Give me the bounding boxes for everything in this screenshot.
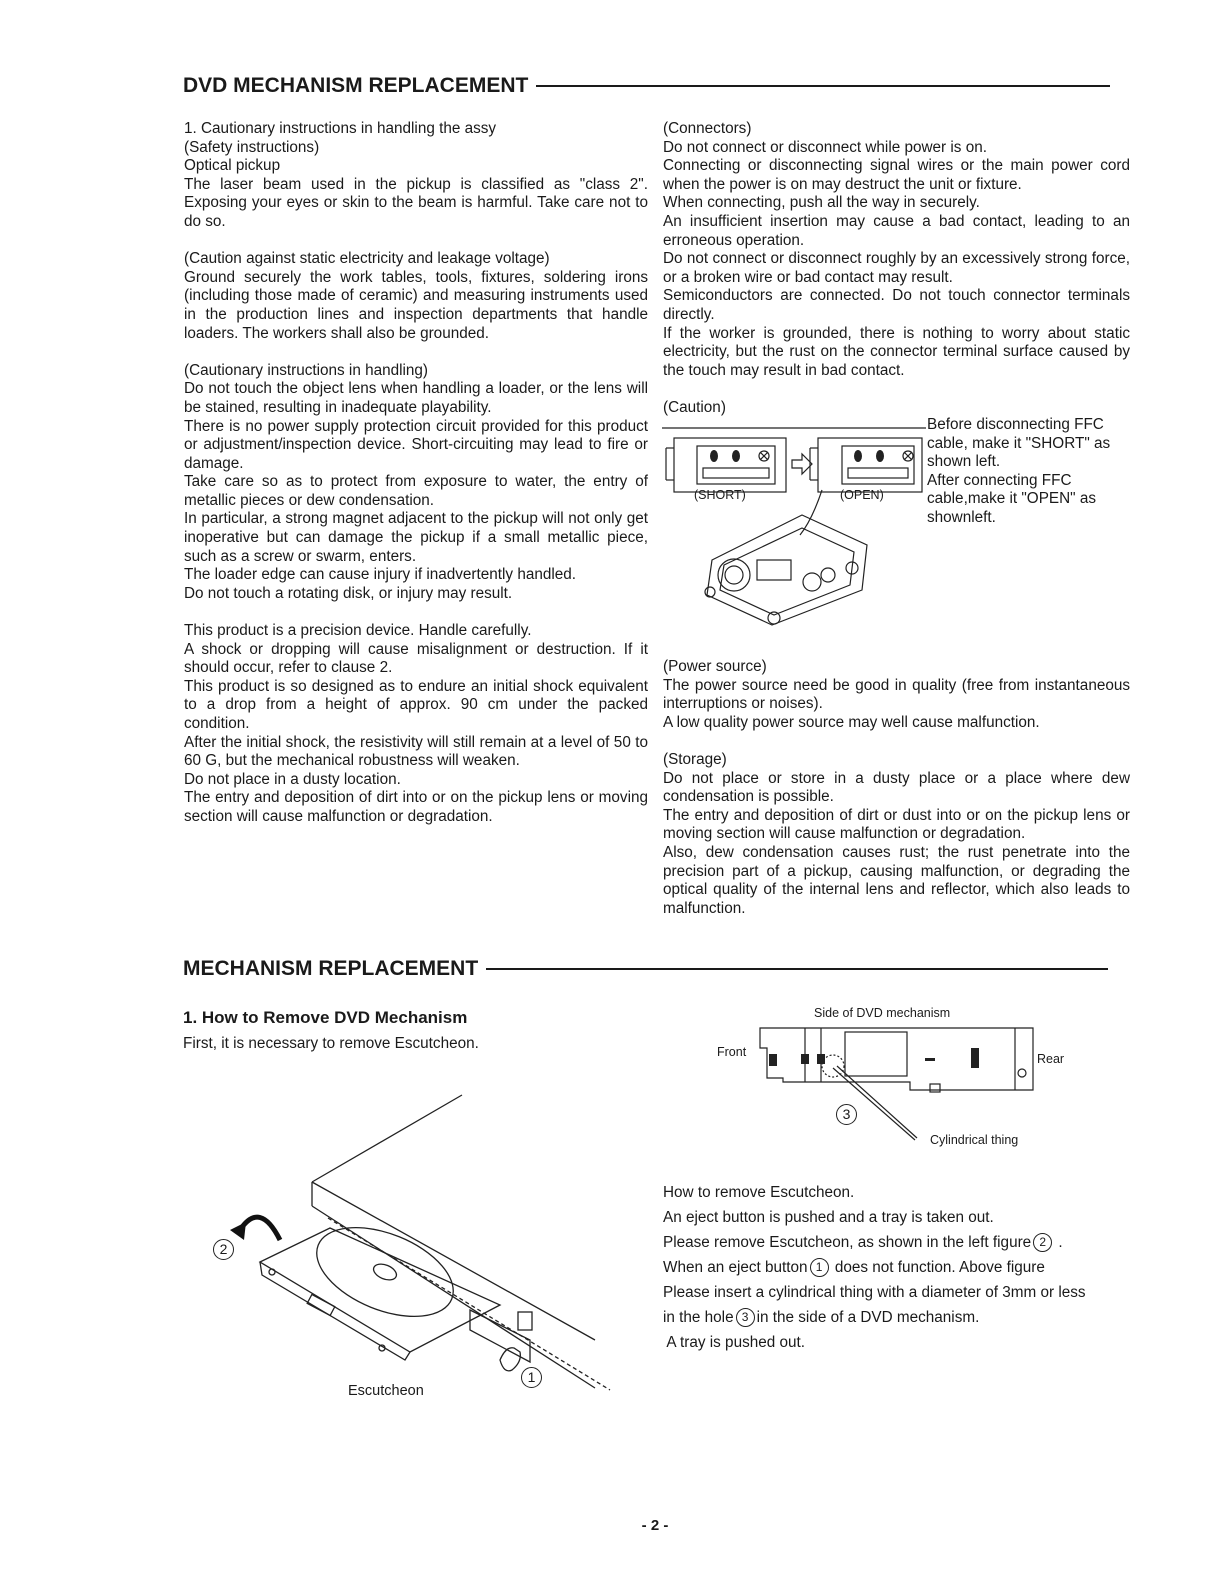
callout-2-left-figure: 2 xyxy=(213,1239,234,1260)
subsection-title: 1. How to Remove DVD Mechanism xyxy=(183,1008,468,1027)
text-paragraph: (Safety instructions) xyxy=(184,138,320,156)
text-paragraph: (Cautionary instructions in handling) xyxy=(184,361,429,379)
text-paragraph: The entry and deposition of dirt or dust into or on the pickup lens or moving section will cause malfunction or degradation. xyxy=(663,806,1130,843)
text-paragraph: 1. Cautionary instructions in handling the assy xyxy=(184,120,497,137)
text-paragraph: There is no power supply protection circuit provided for this product or adjustment/inspection device. Short-circuiting may lead to fire or damage. xyxy=(184,417,648,472)
side-of-dvd-mechanism-label: Side of DVD mechanism xyxy=(814,1006,951,1020)
text-paragraph: The laser beam used in the pickup is classified as "class 2". Exposing your eyes or skin to the beam is harmful. Take care not to do so. xyxy=(184,175,648,230)
text-paragraph: The power source need be good in quality (free from instantaneous interruptions or noises). xyxy=(663,676,1130,713)
text-paragraph: A shock or dropping will cause misalignment or destruction. If it should occur, refer to clause 2. xyxy=(184,640,648,677)
cylindrical-thing-label: Cylindrical thing xyxy=(930,1133,1019,1147)
step-line: When an eject button 1 does not function. Above figure xyxy=(663,1259,1045,1276)
title-rule xyxy=(536,85,1110,87)
text-paragraph: Do not touch a rotating disk, or injury may result. xyxy=(184,584,513,602)
front-label: Front xyxy=(717,1045,747,1059)
text-paragraph: (Caution against static electricity and leakage voltage) xyxy=(184,250,550,268)
text-paragraph: Take care so as to protect from exposure to water, the entry of metallic pieces or dew condensation. xyxy=(184,473,648,509)
step-line: Please insert a cylindrical thing with a diameter of 3mm or less xyxy=(663,1284,1086,1301)
text-paragraph: An insufficient insertion may cause a bad contact, leading to an erroneous operation. xyxy=(663,212,1130,249)
text-paragraph: Do not connect or disconnect while power is on. xyxy=(663,138,987,156)
page-number: - 2 - xyxy=(641,1517,669,1534)
text-paragraph: In particular, a strong magnet adjacent to the pickup will not only get inoperative but can damage the pickup if a small metallic piece, such as a screw or swarm, enters. xyxy=(184,510,648,565)
right-text-column-top xyxy=(663,120,1130,418)
inline-callout-1: 1 xyxy=(810,1258,829,1277)
text-paragraph: (Caution) xyxy=(663,398,726,416)
paragraph-gap xyxy=(184,232,648,251)
text-paragraph: Before disconnecting FFC cable, make it "SHORT" as shown left. xyxy=(927,416,1111,471)
step-line: Please remove Escutcheon, as shown in the left figure 2 . xyxy=(663,1234,1063,1251)
ffc-pickup-figure xyxy=(662,420,927,635)
escutcheon-label: Escutcheon xyxy=(348,1383,424,1399)
callout-1-left-figure: 1 xyxy=(521,1367,542,1388)
paragraph-gap xyxy=(663,732,1130,751)
caution-note xyxy=(927,416,1132,528)
dvd-player-tray-figure xyxy=(200,1090,620,1410)
section-title-text: MECHANISM REPLACEMENT xyxy=(183,957,479,980)
text-paragraph: The entry and deposition of dirt into or on the pickup lens or moving section will cause malfunction or degradation. xyxy=(184,789,648,825)
open-label: (OPEN) xyxy=(840,488,884,502)
text-paragraph: Do not place in a dusty location. xyxy=(184,770,401,788)
text-paragraph: If the worker is grounded, there is nothing to worry about static electricity, but the rust on the connector terminal surface caused by the touch may result in bad contact. xyxy=(663,324,1130,379)
text-paragraph: This product is a precision device. Handle carefully. xyxy=(184,622,532,640)
text-paragraph: After connecting FFC cable,make it "OPEN" as shownleft. xyxy=(927,471,1096,526)
text-paragraph: Do not place or store in a dusty place or a place where dew condensation is possible. xyxy=(663,769,1130,806)
step-line: An eject button is pushed and a tray is taken out. xyxy=(663,1209,994,1226)
step-line: in the hole 3 in the side of a DVD mechanism. xyxy=(663,1309,980,1326)
text-paragraph: Do not connect or disconnect roughly by an excessively strong force, or a broken wire or bad contact may result. xyxy=(663,250,1130,286)
step-line: A tray is pushed out. xyxy=(663,1334,806,1351)
text-paragraph: The loader edge can cause injury if inadvertently handled. xyxy=(184,566,577,584)
paragraph-gap xyxy=(184,603,648,622)
inline-callout-2: 2 xyxy=(1033,1233,1052,1252)
text-paragraph: Connecting or disconnecting signal wires or the main power cord when the power is on may destruct the unit or fixture. xyxy=(663,157,1130,193)
text-paragraph: (Power source) xyxy=(663,658,767,675)
section-title-mechanism xyxy=(183,957,1108,981)
step-line: How to remove Escutcheon. xyxy=(663,1184,855,1201)
inline-callout-3: 3 xyxy=(736,1308,755,1327)
text-paragraph: (Connectors) xyxy=(663,120,752,137)
subsection-intro: First, it is necessary to remove Escutcheon. xyxy=(183,1035,479,1052)
title-rule xyxy=(486,968,1108,970)
text-paragraph: (Storage) xyxy=(663,750,727,768)
escutcheon-steps xyxy=(663,1180,1133,1355)
text-paragraph: Also, dew condensation causes rust; the rust penetrate into the precision part of a pickup, causing malfunction, or degrading the optical quality of the internal lens and reflector, which also leads to malfunction. xyxy=(663,843,1130,917)
dvd-mechanism-side-figure xyxy=(745,1018,1045,1148)
text-paragraph: Do not touch the object lens when handling a loader, or the lens will be stained, resulting in inadequate playability. xyxy=(184,380,648,416)
section-title-dvd-mechanism xyxy=(183,74,1110,98)
text-paragraph: When connecting, push all the way in securely. xyxy=(663,194,980,212)
text-paragraph: Ground securely the work tables, tools, fixtures, soldering irons (including those made of ceramic) and measuring instruments used in the production lines and inspection departments that handle loaders. The workers shall also be grounded. xyxy=(184,268,648,342)
paragraph-gap xyxy=(184,343,648,362)
text-paragraph: After the initial shock, the resistivity will still remain at a level of 50 to 60 G, but the mechanical robustness will weaken. xyxy=(184,733,648,770)
short-label: (SHORT) xyxy=(694,488,746,502)
text-paragraph: This product is so designed as to endure an initial shock equivalent to a drop from a height of approx. 90 cm under the packed condition. xyxy=(184,677,648,732)
rear-label: Rear xyxy=(1037,1052,1065,1066)
text-paragraph: A low quality power source may well cause malfunction. xyxy=(663,713,1040,731)
callout-3-right-figure: 3 xyxy=(836,1104,857,1125)
left-text-column xyxy=(184,120,648,827)
text-paragraph: Optical pickup xyxy=(184,157,281,175)
right-text-column-bottom xyxy=(663,658,1130,918)
text-paragraph: Semiconductors are connected. Do not touch connector terminals directly. xyxy=(663,287,1130,323)
paragraph-gap xyxy=(663,380,1130,399)
section-title-text: DVD MECHANISM REPLACEMENT xyxy=(183,74,529,97)
